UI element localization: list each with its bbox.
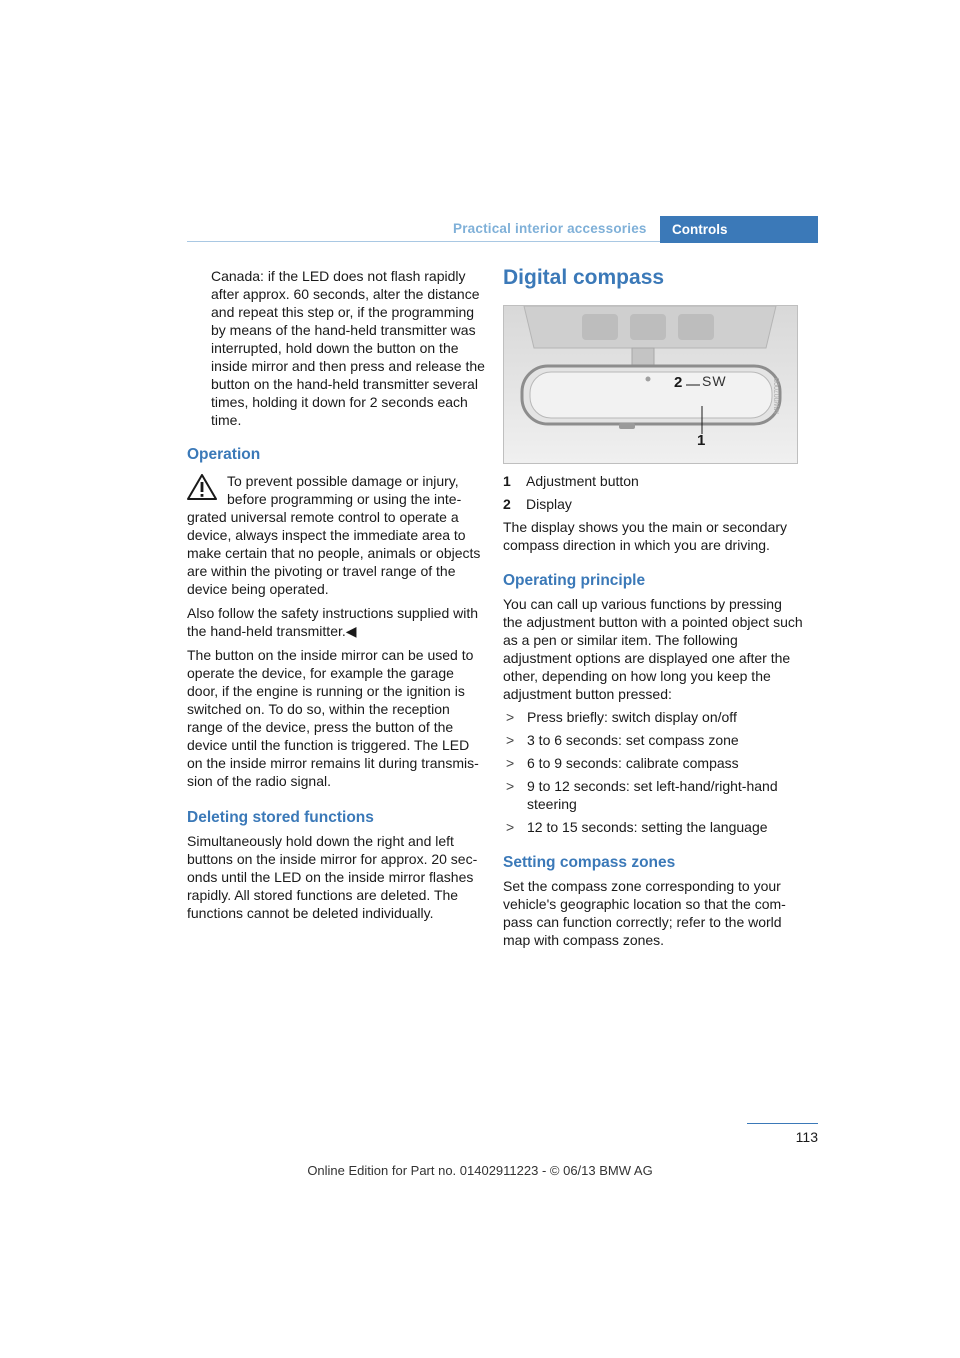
callout-num: 2 [503,496,511,512]
figure-code: MW00700B [774,377,781,414]
footer-rule [747,1123,818,1124]
operation-heading: Operation [187,446,261,463]
callout-label: Adjustment button [526,473,639,489]
callout-label: Display [526,496,572,512]
safety-note: Also follow the safety instructions supplied with the hand-held transmitter.◀ [187,605,479,639]
edition-footer: Online Edition for Part no. 01402911223 - © 06/13 BMW AG [307,1163,653,1178]
operating-principle-heading: Operating principle [503,572,646,589]
warning-triangle-icon [187,474,217,500]
callout-number-1: 1 [697,432,706,449]
running-header-section: Practical interior accessories [453,221,647,236]
display-note: The display shows you the main or secondary compass direction in which you are driving. [503,519,788,553]
deleting-body: Simultaneously hold down the right and left buttons on the inside mirror for approx. 20 sec-onds until the LED on the inside mirror flashes rapidly. All stored functions are deleted. The functions cannot be deleted individually. [187,833,478,921]
section-title: Digital compass [503,266,665,289]
callout-num: 1 [503,473,511,489]
compass-zones-body: Set the compass zone corresponding to your vehicle's geographic location so that the com-pass can function correctly; refer to the world map with compass zones. [503,878,786,948]
compass-zones-heading: Setting compass zones [503,854,676,871]
chapter-label: Controls [672,222,728,237]
warning-line-1: To prevent possible damage or injury, [227,473,459,489]
list-item [503,708,803,726]
list-item-text: 3 to 6 seconds: set compass zone [527,732,739,748]
page-number: 113 [795,1129,818,1145]
list-item-text: 9 to 12 seconds: set left-hand/right-hand steering [527,778,778,812]
list-item [503,754,803,772]
list-item-text: 6 to 9 seconds: calibrate compass [527,755,739,771]
inside-mirror-illustration [504,306,797,463]
list-item [503,818,803,836]
list-arrow: > [506,755,515,771]
operation-body: The button on the inside mirror can be used to operate the device, for example the garage door, if the engine is running or the ignition is switched on. To do so, within the reception range of the device, press the button of the device until the function is triggered. The LED on the inside mirror remains lit during transmis-sion of the radio signal. [187,647,479,789]
list-arrow: > [506,778,515,794]
callout-item [503,495,803,513]
right-column [503,472,803,949]
list-item-text: Press briefly: switch display on/off [527,709,737,725]
list-item-text: 12 to 15 seconds: setting the language [527,819,768,835]
duration-list [503,708,803,836]
running-header-chapter-tab [660,216,818,243]
header-rule [187,241,660,242]
list-arrow: > [506,732,515,748]
warning-block [187,472,485,598]
deleting-heading: Deleting stored functions [187,809,374,826]
warning-text: grated universal remote control to operate a device, always inspect the immediate area to make certain that no people, animals or objects are within the pivoting or travel range of the device being operated. [187,509,481,597]
list-item [503,731,803,749]
left-column [187,267,485,922]
compass-display-readout: SW [702,373,727,389]
callout-number-2: 2 [674,374,683,391]
operating-principle-body: You can call up various functions by pressing the adjustment button with a pointed object such as a pen or similar item. The following adjustment options are displayed one after the other, depending on how long you keep the adjustment button pressed: [503,596,803,702]
list-arrow: > [506,819,515,835]
canada-paragraph: Canada: if the LED does not flash rapidly after approx. 60 seconds, alter the distance and repeat this step or, if the programming by means of the hand-held transmitter was interrupted, hold down the button on the inside mirror and then press and release the button on the hand-held transmitter several times, holding it down for 2 seconds each time. [211,268,485,428]
list-arrow: > [506,709,515,725]
callout-item [503,472,803,490]
mirror-figure [503,305,798,464]
warning-line-2: before programming or using the inte- [227,491,462,507]
list-item [503,777,803,813]
